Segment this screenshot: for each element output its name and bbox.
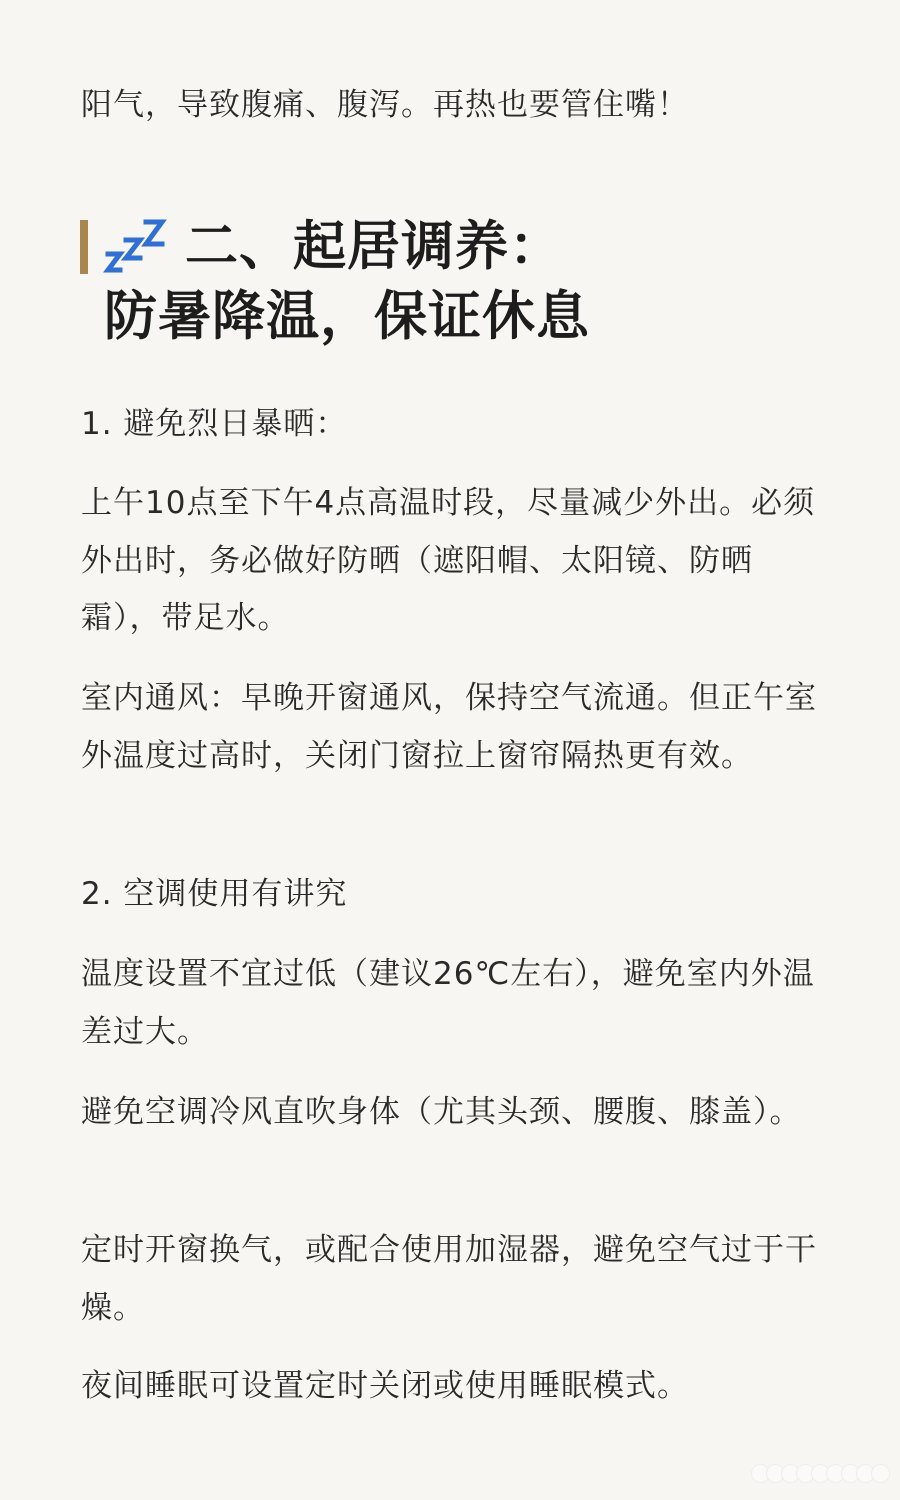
paragraph-intro-tail: 阳气，导致腹痛、腹泻。再热也要管住嘴！ [81, 87, 689, 123]
paragraph-s1-ventilation: 室内通风：早晚开窗通风，保持空气流通。但正午室外温度过高时，关闭门窗拉上窗帘隔热更有效。 [81, 680, 817, 774]
paragraph-s1-sun: 上午10点至下午4点高温时段，尽量减少外出。必须外出时，务必做好防晒（遮阳帽、太阳镜、防晒霜），带足水。 [81, 485, 816, 636]
paragraph-s2-sleep: 夜间睡眠可设置定时关闭或使用睡眠模式。 [81, 1368, 689, 1404]
section-heading [100, 212, 840, 352]
section-heading-line2: 防暑降温，保证休息 [104, 286, 590, 347]
heading-accent-bar [80, 220, 88, 274]
watermark [755, 1460, 890, 1486]
watermark-dot [871, 1464, 890, 1483]
section-heading-line1: 二、起居调养： [185, 216, 563, 277]
paragraph-s2-draft: 避免空调冷风直吹身体（尤其头颈、腰腹、膝盖）。 [81, 1094, 802, 1130]
subsection-2-title: 2. 空调使用有讲究 [81, 876, 348, 912]
subsection-1-title: 1. 避免烈日暴晒： [81, 406, 348, 442]
paragraph-s2-temperature: 温度设置不宜过低（建议26℃左右），避免室内外温差过大。 [81, 956, 815, 1050]
paragraph-s2-air: 定时开窗换气，或配合使用加湿器，避免空气过于干燥。 [81, 1232, 817, 1326]
